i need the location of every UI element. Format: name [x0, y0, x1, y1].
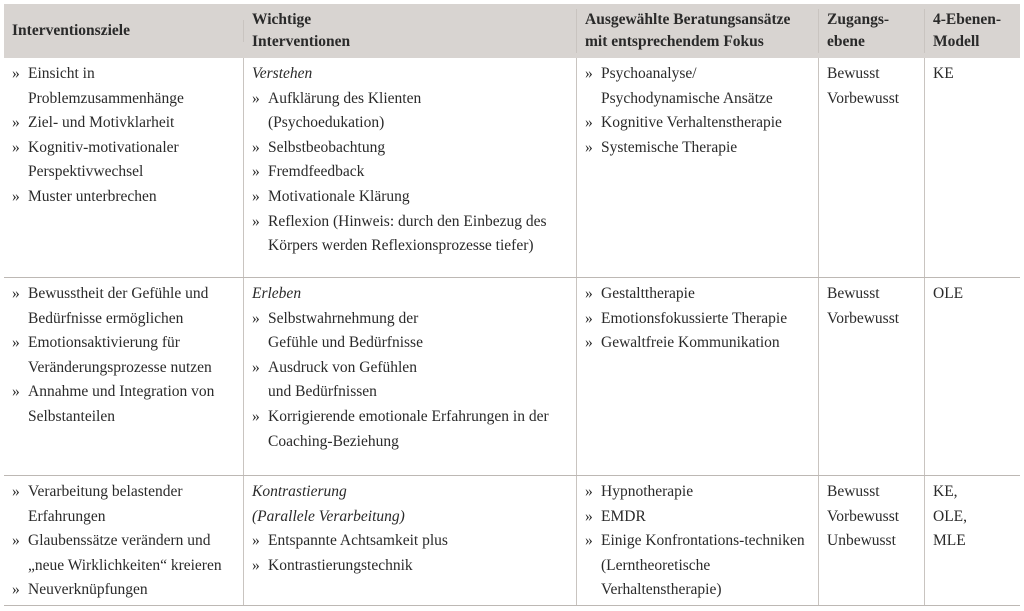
- goal-item: » Ziel- und Motivklarheit: [12, 111, 237, 136]
- header-approaches: [577, 9, 819, 53]
- header-access-l2: ebene: [827, 33, 865, 50]
- approach-item: » Gewaltfreie Kommunikation: [585, 331, 812, 356]
- approach-item: » Systemische Therapie: [585, 136, 812, 161]
- intervention-item: » Selbstwahrnehmung der Gefühle und Bedürfnisse: [252, 307, 448, 356]
- header-approaches-l2: mit entsprechendem Fokus: [585, 33, 764, 50]
- header-goals-text: Interventionsziele: [12, 22, 130, 39]
- approach-item: » Emotionsfokussierte Therapie: [585, 307, 812, 332]
- goal-item: » Einsicht in Problemzusammenhänge: [12, 62, 237, 111]
- approach-item: » Einige Konfrontations-techniken (Lerntheoretische Verhaltenstherapie): [585, 529, 812, 603]
- intervention-focus-sub: (Parallele Verarbeitung): [252, 507, 405, 525]
- intervention-item: » Selbstbeobachtung: [252, 136, 570, 161]
- intervention-focus: Verstehen: [252, 65, 313, 82]
- intervention-focus: Kontrastierung: [252, 483, 347, 500]
- goal-item: » Muster unterbrechen: [12, 185, 237, 210]
- intervention-item: » Ausdruck von Gefühlen und Bedürfnissen: [252, 356, 438, 405]
- intervention-item: » Kontrastierungstechnik: [252, 554, 570, 579]
- intervention-item: » Fremdfeedback: [252, 160, 570, 185]
- header-model-l2: Modell: [933, 33, 980, 50]
- header-model: [925, 9, 1020, 53]
- header-approaches-l1: Ausgewählte Beratungsansätze: [585, 11, 791, 28]
- table-header: [4, 4, 1020, 58]
- goals-cell: [4, 58, 244, 277]
- header-interventions-l1: Wichtige: [252, 11, 312, 28]
- header-interventions-l2: Interventionen: [252, 33, 351, 50]
- table-row: [4, 58, 1020, 278]
- model-cell: OLE: [933, 285, 964, 302]
- goal-item: » Emotionsaktivierung für Veränderungsprozesse nutzen: [12, 331, 237, 380]
- table-row: [4, 278, 1020, 476]
- header-access-level: [819, 9, 925, 53]
- goal-item: » Glaubenssätze verändern und „neue Wirklichkeiten“ kreieren: [12, 529, 237, 578]
- interventions-table: [4, 4, 1020, 606]
- intervention-item: » Reflexion (Hinweis: durch den Einbezug des Körpers werden Reflexionsprozesse tiefer): [252, 210, 570, 259]
- intervention-item: » Entspannte Achtsamkeit plus: [252, 529, 570, 554]
- header-access-l1: Zugangs-: [827, 11, 890, 28]
- approach-item: » Psychoanalyse/ Psychodynamische Ansätze: [585, 62, 801, 111]
- interventions-cell: [244, 476, 577, 605]
- approaches-cell: [577, 278, 819, 475]
- goal-item: » Annahme und Integration von Selbstanteilen: [12, 380, 218, 429]
- intervention-item: » Korrigierende emotionale Erfahrungen in der Coaching-Beziehung: [252, 405, 570, 454]
- access-level-cell: Bewusst Vorbewusst: [819, 58, 925, 277]
- interventions-cell: [244, 58, 577, 277]
- access-level-cell: Bewusst Vorbewusst: [819, 278, 925, 475]
- table-row: [4, 476, 1020, 606]
- goal-item: » Neuverknüpfungen: [12, 578, 237, 603]
- goal-item: » Kognitiv-motivationaler Perspektivwechsel: [12, 136, 237, 185]
- goal-item: » Bewusstheit der Gefühle und Bedürfnisse ermöglichen: [12, 282, 237, 331]
- model-cell: KE, OLE, MLE: [933, 483, 968, 550]
- approach-item: » Hypnotherapie: [585, 480, 812, 505]
- goal-item: » Verarbeitung belastender Erfahrungen: [12, 480, 218, 529]
- approaches-cell: [577, 476, 819, 605]
- intervention-item: » Aufklärung des Klienten (Psychoedukation): [252, 87, 468, 136]
- goals-cell: [4, 278, 244, 475]
- approach-item: » Gestalttherapie: [585, 282, 812, 307]
- approach-item: » EMDR: [585, 505, 812, 530]
- access-level-cell: Bewusst Vorbewusst Unbewusst: [819, 476, 925, 605]
- approaches-cell: [577, 58, 819, 277]
- approach-item: » Kognitive Verhaltenstherapie: [585, 111, 812, 136]
- intervention-focus: Erleben: [252, 285, 302, 302]
- interventions-cell: [244, 278, 577, 475]
- header-model-l1: 4-Ebenen-: [933, 11, 1002, 28]
- header-interventions: [244, 9, 577, 53]
- goals-cell: [4, 476, 244, 605]
- intervention-item: » Motivationale Klärung: [252, 185, 570, 210]
- model-cell: KE: [933, 65, 954, 82]
- header-goals: [4, 20, 244, 42]
